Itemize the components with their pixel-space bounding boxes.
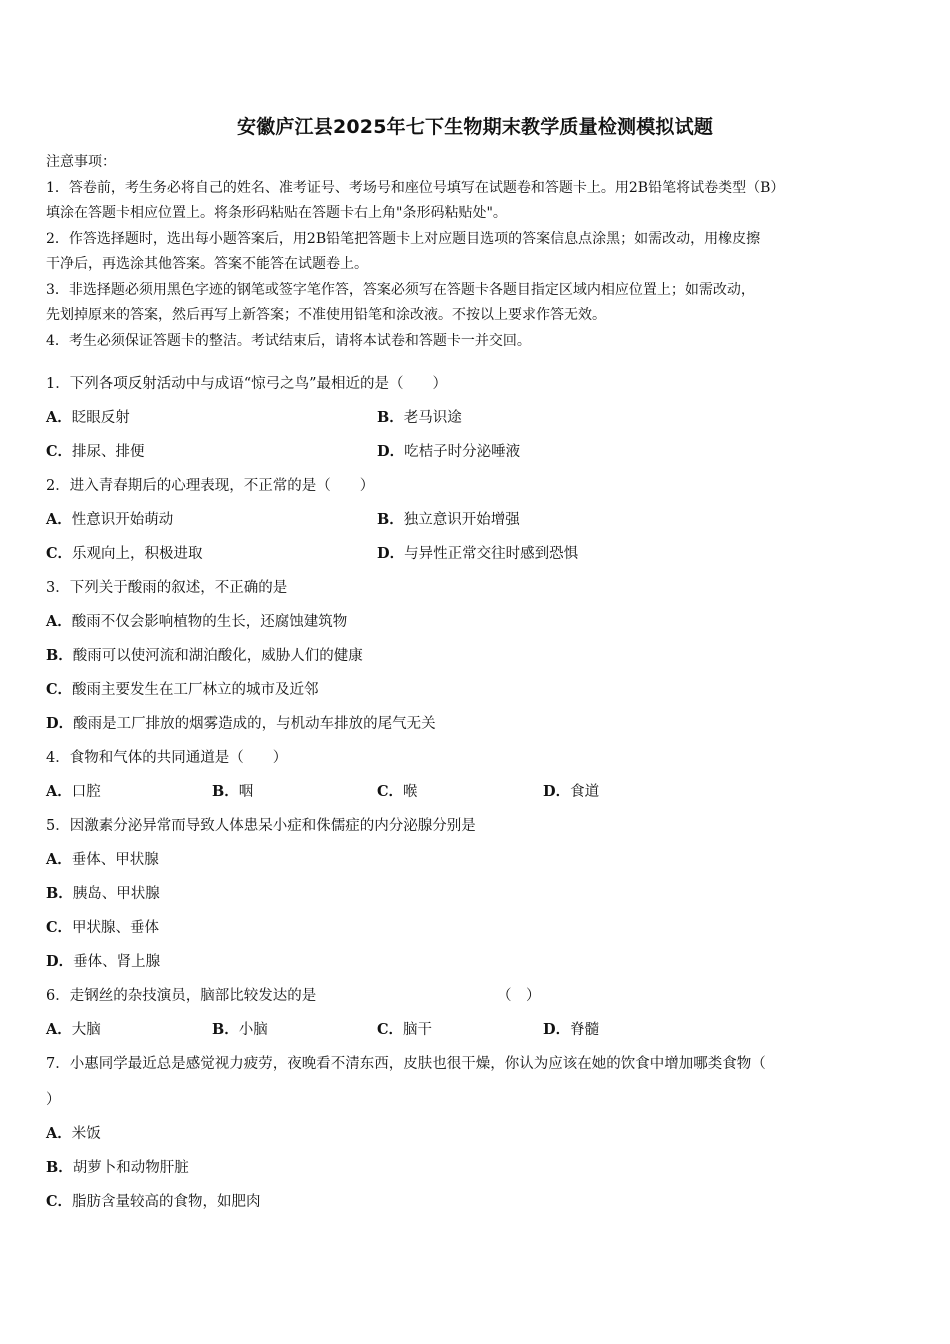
question-5-option-d: D．垂体、肾上腺 [46,953,161,970]
notes-line: 先划掉原来的答案，然后再写上新答案；不准使用铅笔和涂改液。不按以上要求作答无效。 [46,307,606,323]
notes-line: 1．答卷前，考生务必将自己的姓名、准考证号、考场号和座位号填写在试题卷和答题卡上。用2B铅笔将试卷类型（B） [46,179,785,196]
question-4-option-b: B．咽 [212,783,254,800]
question-5-option-c: C．甲状腺、垂体 [46,919,160,936]
question-1-option-b: B．老马识途 [377,409,462,426]
question-3-option-a: A．酸雨不仅会影响植物的生长，还腐蚀建筑物 [46,613,348,630]
notes-line: 2．作答选择题时，选出每小题答案后，用2B铅笔把答题卡上对应题目选项的答案信息点涂黑；如需改动，用橡皮擦 [46,230,761,247]
question-4-option-c: C．喉 [377,783,418,800]
question-6-option-c: C．脑干 [377,1021,433,1038]
question-1-stem: 1．下列各项反射活动中与成语“惊弓之鸟”最相近的是（ ） [46,376,448,392]
notes-line: 填涂在答题卡相应位置上。将条形码粘贴在答题卡右上角"条形码粘贴处"。 [46,205,507,221]
question-4-stem: 4．食物和气体的共同通道是（ ） [46,750,288,766]
question-2-option-d: D．与异性正常交往时感到恐惧 [377,545,579,562]
question-4-option-d: D．食道 [543,783,600,800]
page-title: 安徽庐江县2025年七下生物期末教学质量检测模拟试题 [236,116,714,138]
question-6-option-a: A．大脑 [46,1021,101,1038]
question-4-option-a: A．口腔 [46,783,101,800]
question-2-option-a: A．性意识开始萌动 [46,511,174,528]
question-7-option-a: A．米饭 [46,1125,101,1142]
question-6-option-d: D．脊髓 [543,1021,600,1038]
question-6-answer-paren: （ ） [497,988,541,1004]
question-7-option-c: C．脂肪含量较高的食物，如肥肉 [46,1193,261,1210]
question-7-option-b: B．胡萝卜和动物肝脏 [46,1159,189,1176]
question-3-option-d: D．酸雨是工厂排放的烟雾造成的，与机动车排放的尾气无关 [46,715,436,732]
question-1-option-c: C．排尿、排便 [46,443,145,460]
question-7-stem: 7．小惠同学最近总是感觉视力疲劳，夜晚看不清东西，皮肤也很干燥，你认为应该在她的饮食中增加哪类食物（ [46,1056,766,1072]
question-1-option-a: A．眨眼反射 [46,409,130,426]
question-7-stem-continued: ） [46,1092,61,1108]
question-3-option-c: C．酸雨主要发生在工厂林立的城市及近邻 [46,681,319,698]
notes-line: 干净后，再选涂其他答案。答案不能答在试题卷上。 [46,256,368,272]
question-3-option-b: B．酸雨可以使河流和湖泊酸化，威胁人们的健康 [46,647,363,664]
question-1-option-d: D．吃桔子时分泌唾液 [377,443,521,460]
question-2-option-b: B．独立意识开始增强 [377,511,520,528]
question-2-stem: 2．进入青春期后的心理表现，不正常的是（ ） [46,478,375,494]
notes-heading: 注意事项： [46,154,116,170]
question-5-stem: 5．因激素分泌异常而导致人体患呆小症和侏儒症的内分泌腺分别是 [46,818,476,834]
question-5-option-b: B．胰岛、甲状腺 [46,885,160,902]
notes-section [46,150,908,354]
notes-line: 4．考生必须保证答题卡的整洁。考试结束后，请将本试卷和答题卡一并交回。 [46,332,531,349]
notes-line: 3．非选择题必须用黑色字迹的钢笔或签字笔作答，答案必须写在答题卡各题目指定区域内相应位置上；如需改动， [46,281,755,298]
question-6-option-b: B．小脑 [212,1021,268,1038]
question-2-option-c: C．乐观向上，积极进取 [46,545,203,562]
question-3-stem: 3．下列关于酸雨的叙述，不正确的是 [46,580,288,596]
question-5-option-a: A．垂体、甲状腺 [46,851,159,868]
question-6-stem: 6．走钢丝的杂技演员，脑部比较发达的是 [46,988,317,1004]
